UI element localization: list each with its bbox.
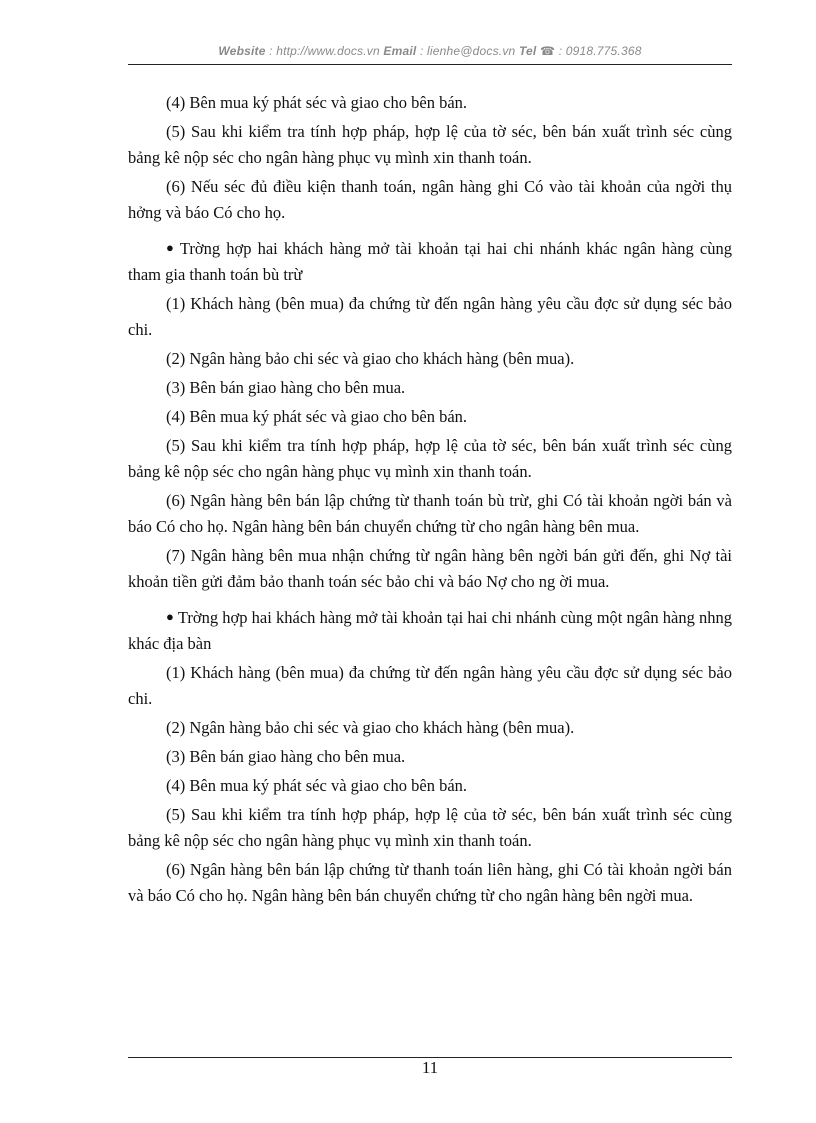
body-paragraph: (2) Ngân hàng bảo chi séc và giao cho khách hàng (bên mua). xyxy=(166,718,575,737)
body-paragraph: (6) Ngân hàng bên bán lập chứng từ thanh toán bù trừ, ghi Có tài khoản ngời bán và báo Có cho họ. Ngân hàng bên bán chuyển chứng từ cho ngân hàng bên mua. xyxy=(128,491,732,536)
body-paragraph: (4) Bên mua ký phát séc và giao cho bên bán. xyxy=(166,776,468,795)
bullet-icon: ● xyxy=(166,240,176,255)
body-paragraph: (1) Khách hàng (bên mua) đa chứng từ đến ngân hàng yêu cầu đợc sử dụng séc bảo chi. xyxy=(128,294,732,339)
tel-value: ☎ : 0918.775.368 xyxy=(540,44,642,58)
header-divider xyxy=(128,64,732,65)
body-paragraph: (4) Bên mua ký phát séc và giao cho bên bán. xyxy=(166,407,468,426)
body-paragraph: (5) Sau khi kiểm tra tính hợp pháp, hợp lệ của tờ séc, bên bán xuất trình séc cùng bảng kê nộp séc cho ngân hàng phục vụ mình xin thanh toán. xyxy=(128,805,732,850)
website-label: Website xyxy=(218,44,266,58)
body-paragraph: (7) Ngân hàng bên mua nhận chứng từ ngân hàng bên ngời bán gửi đến, ghi Nợ tài khoản tiền gửi đảm bảo thanh toán séc bảo chi và báo Nợ cho ng ời mua. xyxy=(128,546,732,591)
section-heading xyxy=(128,604,732,657)
body-paragraph: (5) Sau khi kiểm tra tính hợp pháp, hợp lệ của tờ séc, bên bán xuất trình séc cùng bảng kê nộp séc cho ngân hàng phục vụ mình xin thanh toán. xyxy=(128,122,732,167)
bullet-icon: ● xyxy=(166,609,174,624)
body-paragraph: (2) Ngân hàng bảo chi séc và giao cho khách hàng (bên mua). xyxy=(166,349,575,368)
section-heading xyxy=(128,235,732,288)
body-paragraph: (5) Sau khi kiểm tra tính hợp pháp, hợp lệ của tờ séc, bên bán xuất trình séc cùng bảng kê nộp séc cho ngân hàng phục vụ mình xin thanh toán. xyxy=(128,436,732,481)
body-paragraph: (1) Khách hàng (bên mua) đa chứng từ đến ngân hàng yêu cầu đợc sử dụng séc bảo chi. xyxy=(128,663,732,708)
email-label: Email xyxy=(383,44,417,58)
page-header xyxy=(128,44,732,58)
body-paragraph: (6) Ngân hàng bên bán lập chứng từ thanh toán liên hàng, ghi Có tài khoản ngời bán và báo Có cho họ. Ngân hàng bên bán chuyển chứng từ cho ngân hàng bên ngời mua. xyxy=(128,860,732,905)
body-paragraph: (3) Bên bán giao hàng cho bên mua. xyxy=(166,747,406,766)
document-body xyxy=(128,90,732,912)
website-value: : http://www.docs.vn xyxy=(269,44,380,58)
page-number: 11 xyxy=(421,1058,439,1077)
tel-label: Tel xyxy=(518,44,537,58)
section-heading-text: Trờng hợp hai khách hàng mở tài khoản tại hai chi nhánh khác ngân hàng cùng tham gia thanh toán bù trừ xyxy=(128,239,732,284)
section-heading-text: Trờng hợp hai khách hàng mở tài khoản tại hai chi nhánh cùng một ngân hàng nhng khác địa bàn xyxy=(128,608,733,653)
email-value: : lienhe@docs.vn xyxy=(419,44,516,58)
body-paragraph: (4) Bên mua ký phát séc và giao cho bên bán. xyxy=(166,93,468,112)
body-paragraph: (6) Nếu séc đủ điều kiện thanh toán, ngân hàng ghi Có vào tài khoản của ngời thụ hởng và báo Có cho họ. xyxy=(128,177,732,222)
body-paragraph: (3) Bên bán giao hàng cho bên mua. xyxy=(166,378,406,397)
